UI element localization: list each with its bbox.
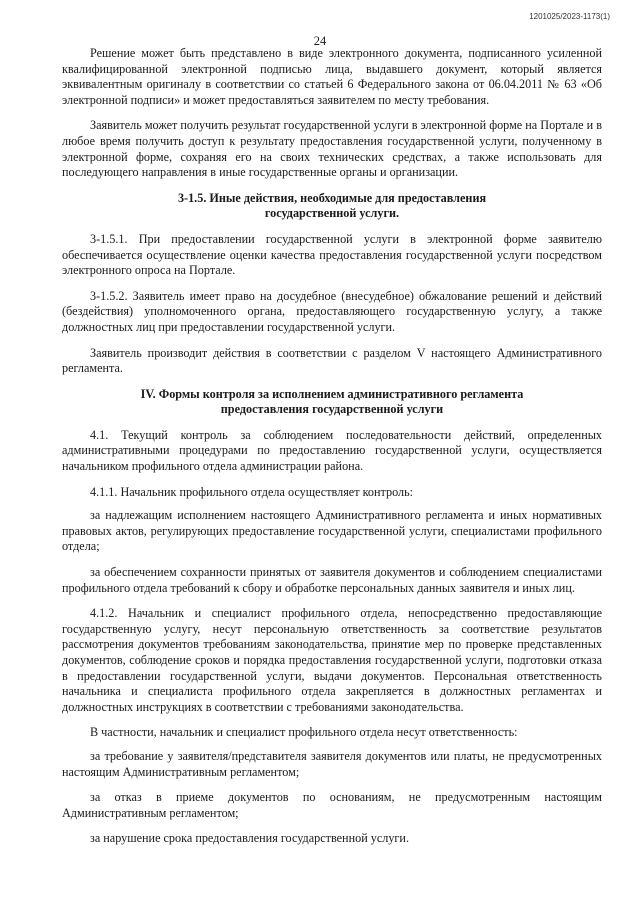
heading-line: IV. Формы контроля за исполнением административного регламента (140, 386, 524, 401)
paragraph-control-item-2: за обеспечением сохранности принятых от заявителя документов и соблюдением специалистами профильного отдела требований к сбору и обработке персональных данных заявителя и иных лиц. (62, 565, 602, 595)
paragraph-control-item-1: за надлежащим исполнением настоящего Административного регламента и иных нормативных правовых актов, регулирующих предоставление государственной услуги, специалистами профильного отдела; (62, 508, 602, 554)
paragraph-4-1: 4.1. Текущий контроль за соблюдением последовательности действий, определенных административными процедурами по предоставлению государственной услуги, осуществляется начальником профильного отдела администрации района. (62, 427, 602, 474)
paragraph-responsibility-item-1: за требование у заявителя/представителя заявителя документов или платы, не предусмотренных настоящим Административным регламентом; (62, 748, 602, 779)
paragraph-4-1-2: 4.1.2. Начальник и специалист профильного отдела, непосредственно предоставляющие государственную услугу, несут персональную ответственность за соответствие результатов рассмотрения документов требованиям законодательства, принятие мер по проверке представленных документов, соблюдение сроков и порядка предоставления государственной услуги, подготовки отказа в предоставлении государственной услуги, выдачи документов. Персональная ответственность начальника и специалиста профильного отдела закрепляется в должностных регламентах и должностных инструкциях в соответствии с требованиями законодательства. (62, 606, 602, 714)
paragraph-responsibility-item-3: за нарушение срока предоставления государственной услуги. (90, 831, 410, 846)
paragraph-4-1-1: 4.1.1. Начальник профильного отдела осуществляет контроль: (90, 484, 414, 499)
document-body (62, 46, 602, 857)
section-heading-iv (62, 387, 602, 418)
heading-line: предоставления государственной услуги (220, 402, 444, 417)
heading-line: 3-1.5. Иные действия, необходимые для предоставления (177, 190, 487, 205)
paragraph-3-1-5-2: 3-1.5.2. Заявитель имеет право на досудебное (внесудебное) обжалование решений и действий (бездействия) уполномоченного органа, предоставляющего государственную услугу, а также должностных лиц при предоставлении государственной услуги. (62, 288, 602, 334)
paragraph-electronic-result: Заявитель может получить результат государственной услуги в электронной форме на Портале и в любое время получить доступ к результату предоставления государственной услуги, полученному в электронной форме, сохраняя его на своих технических средствах, а также использовать для последующего направления в иные государственные органы и организации. (62, 118, 602, 180)
paragraph-responsibility-item-2: за отказ в приеме документов по основаниям, не предусмотренным настоящим Административным регламентом; (62, 790, 602, 820)
section-heading-3-1-5 (62, 191, 602, 222)
paragraph-section-v-reference: Заявитель производит действия в соответствии с разделом V настоящего Административного регламента. (62, 345, 602, 376)
document-registration-number: 1201025/2023-1173(1) (529, 12, 610, 21)
paragraph-electronic-decision: Решение может быть представлено в виде электронного документа, подписанного усиленной квалифицированной электронной подписью лица, выдавшего документ, который является эквивалентным оригиналу в соответствии со статьей 6 Федерального закона от 06.04.2011 № 63 «Об электронной подписи» и может предоставляться заявителем по месту требования. (62, 46, 602, 107)
paragraph-3-1-5-1: 3-1.5.1. При предоставлении государственной услуги в электронной форме заявителю обеспечивается осуществление оценки качества предоставления государственной услуги посредством электронного опроса на Портале. (62, 231, 602, 278)
paragraph-responsibility-intro: В частности, начальник и специалист профильного отдела несут ответственность: (90, 725, 518, 740)
heading-line: государственной услуги. (264, 206, 400, 221)
page-number: 24 (313, 34, 327, 48)
